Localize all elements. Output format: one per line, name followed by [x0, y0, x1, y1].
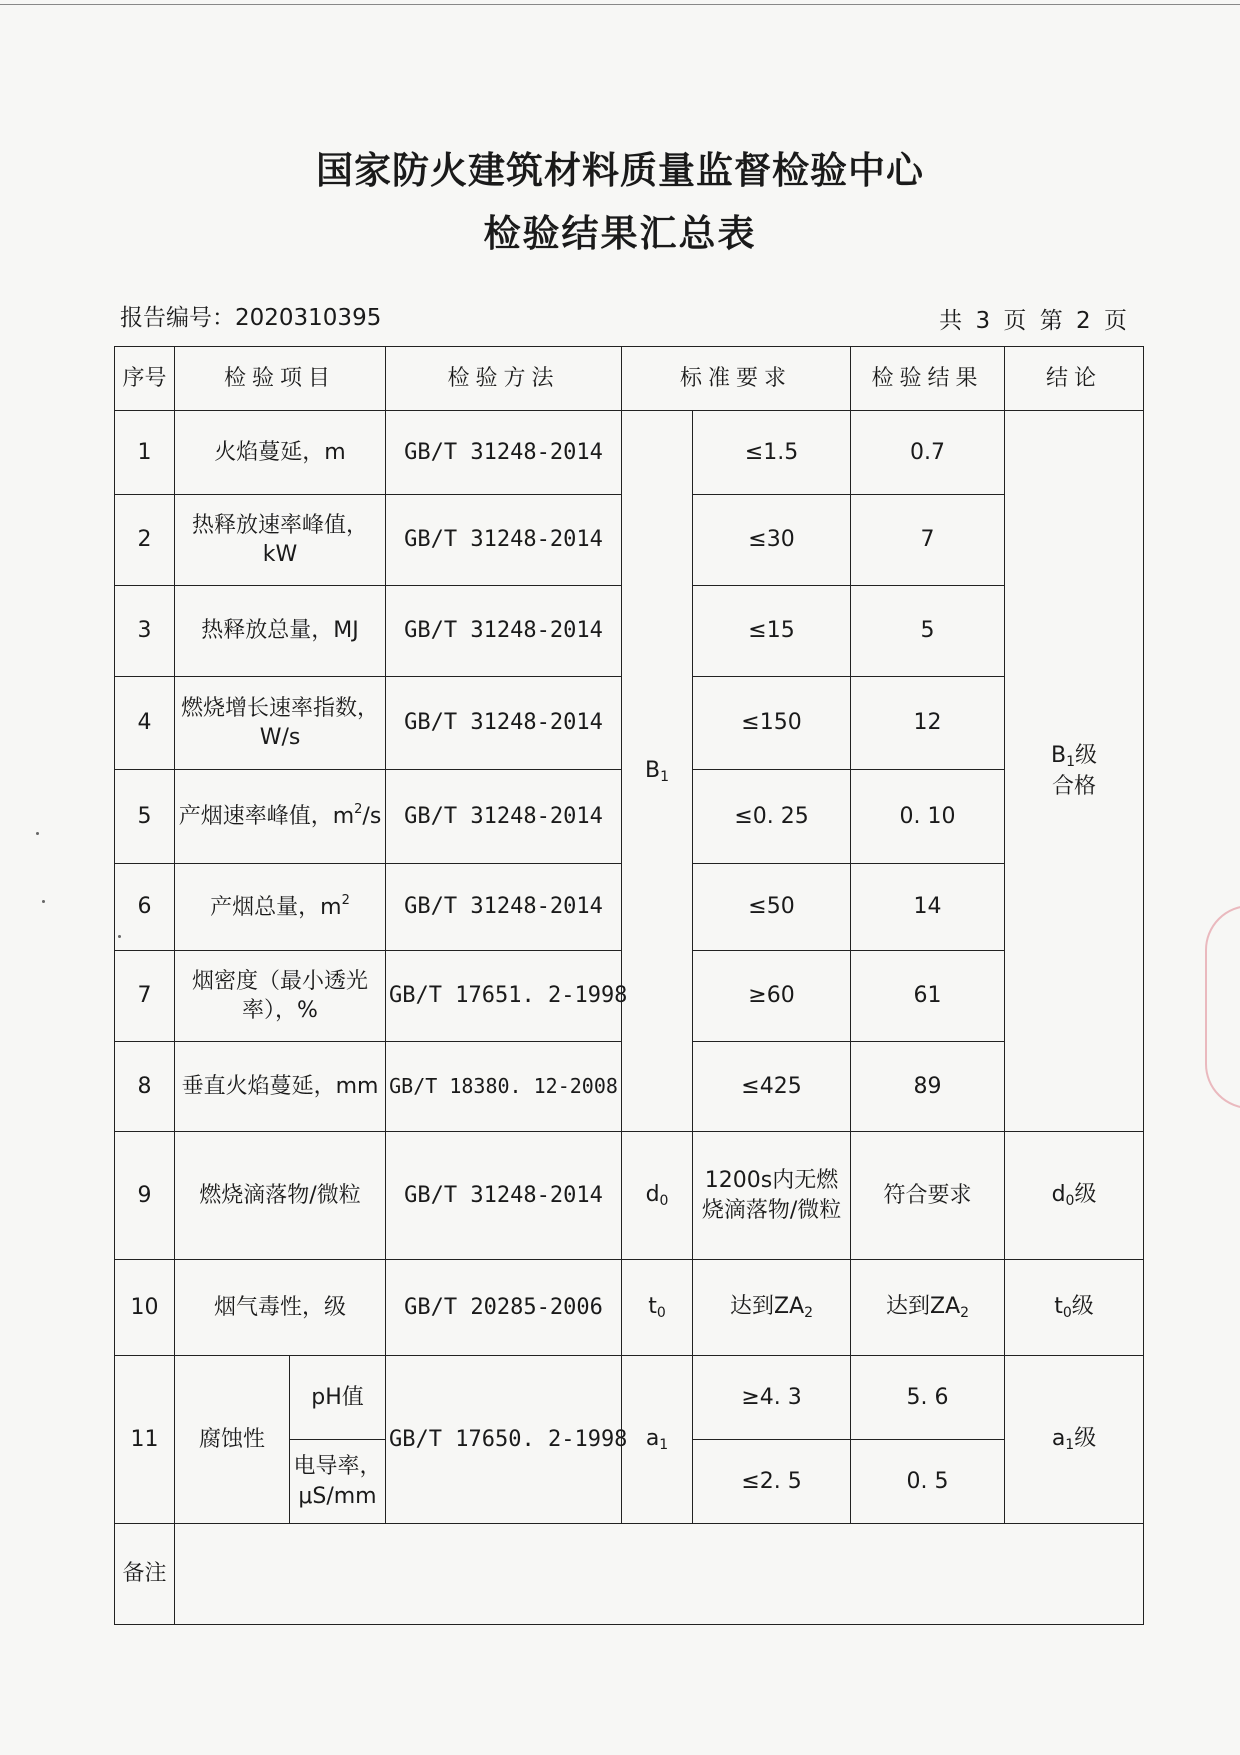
- subitem-result: 5. 6: [851, 1356, 1005, 1440]
- row-seq: 7: [115, 951, 175, 1042]
- row-seq: 6: [115, 864, 175, 951]
- row-method: GB/T 31248-2014: [386, 864, 622, 951]
- remarks-label: 备注: [115, 1524, 175, 1625]
- row-method: GB/T 17650. 2-1998: [386, 1356, 622, 1524]
- row-grade: [622, 1260, 693, 1356]
- row-result: 89: [851, 1042, 1005, 1132]
- row-method: GB/T 31248-2014: [386, 677, 622, 770]
- header-row: [115, 347, 1144, 411]
- row-item: 燃烧滴落物/微粒: [175, 1132, 386, 1260]
- b1-grade-sub: 1: [660, 768, 670, 785]
- row-method: GB/T 31248-2014: [386, 411, 622, 495]
- b1-conclusion-tail: 级: [1075, 743, 1098, 769]
- subitem-name: 电导率，μS/mm: [290, 1440, 386, 1524]
- row-grade-sub: 0: [656, 1305, 666, 1322]
- row-grade-sub: 0: [659, 1193, 669, 1210]
- results-table: [114, 346, 1144, 1625]
- row-item-text: 产烟总量，m: [210, 894, 342, 920]
- row-item: [175, 864, 386, 951]
- row-seq: 3: [115, 586, 175, 677]
- row-item: 烟气毒性，级: [175, 1260, 386, 1356]
- row-method: GB/T 20285-2006: [386, 1260, 622, 1356]
- row-result-text: 达到ZA: [886, 1294, 961, 1320]
- b1-conclusion-pass: 合格: [1052, 773, 1097, 799]
- row-seq: 11: [115, 1356, 175, 1524]
- scan-speck: [42, 900, 45, 903]
- table-row: [115, 1132, 1144, 1260]
- row-item: 烟密度（最小透光率），%: [175, 951, 386, 1042]
- row-result: 61: [851, 951, 1005, 1042]
- b1-conclusion: B: [1051, 743, 1067, 769]
- b1-conclusion-cell: [1005, 411, 1144, 1132]
- row-method: GB/T 31248-2014: [386, 1132, 622, 1260]
- b1-grade: B: [645, 757, 661, 783]
- row-conclusion-tail: 级: [1074, 1182, 1097, 1208]
- row-method: GB/T 18380. 12-2008: [386, 1042, 622, 1132]
- row-requirement: ≤15: [693, 586, 851, 677]
- row-result: 0. 10: [851, 770, 1005, 864]
- row-seq: 1: [115, 411, 175, 495]
- row-conclusion: [1005, 1132, 1144, 1260]
- row-seq: 9: [115, 1132, 175, 1260]
- row-requirement: ≤0. 25: [693, 770, 851, 864]
- row-requirement: ≤30: [693, 495, 851, 586]
- subitem-result: 0. 5: [851, 1440, 1005, 1524]
- row-result: 12: [851, 677, 1005, 770]
- scan-speck: [36, 832, 39, 835]
- row-result: [851, 1260, 1005, 1356]
- table-row: [115, 1260, 1144, 1356]
- subitem-name: pH值: [290, 1356, 386, 1440]
- b1-grade-cell: [622, 411, 693, 1132]
- row-result: 0.7: [851, 411, 1005, 495]
- row-conclusion: [1005, 1260, 1144, 1356]
- row-item-tail: /s: [362, 804, 382, 830]
- row-item: 燃烧增长速率指数，W/s: [175, 677, 386, 770]
- subitem-requirement: ≤2. 5: [693, 1440, 851, 1524]
- b1-conclusion-sub: 1: [1066, 754, 1076, 771]
- row-seq: 5: [115, 770, 175, 864]
- row-item: 热释放速率峰值，kW: [175, 495, 386, 586]
- row-method: GB/T 31248-2014: [386, 770, 622, 864]
- row-item: 火焰蔓延，m: [175, 411, 386, 495]
- table-row: [115, 411, 1144, 495]
- row-result: 7: [851, 495, 1005, 586]
- row-requirement: ≤1.5: [693, 411, 851, 495]
- subitem-requirement: ≥4. 3: [693, 1356, 851, 1440]
- remarks-row: [115, 1524, 1144, 1625]
- row-item: 腐蚀性: [175, 1356, 290, 1524]
- row-conclusion-text: a: [1051, 1426, 1066, 1452]
- row-conclusion-tail: 级: [1071, 1294, 1094, 1320]
- row-requirement: 1200s内无燃烧滴落物/微粒: [693, 1132, 851, 1260]
- row-grade-text: d: [645, 1182, 660, 1208]
- header-conclusion: 结论: [1005, 347, 1144, 411]
- institution-title: 国家防火建筑材料质量监督检验中心: [316, 149, 924, 192]
- header-requirement: 标准要求: [622, 347, 851, 411]
- row-result: 5: [851, 586, 1005, 677]
- header-method: 检验方法: [386, 347, 622, 411]
- row-grade-sub: 1: [659, 1437, 669, 1454]
- official-seal-fragment: [1205, 905, 1240, 1109]
- row-seq: 8: [115, 1042, 175, 1132]
- header-result: 检验结果: [851, 347, 1005, 411]
- row-conclusion-sub: 0: [1065, 1193, 1075, 1210]
- row-method: GB/T 31248-2014: [386, 586, 622, 677]
- table-row: [115, 1356, 1144, 1440]
- row-conclusion-sub: 1: [1065, 1437, 1075, 1454]
- table-title: 检验结果汇总表: [483, 212, 757, 255]
- row-requirement-text: 达到ZA: [730, 1294, 805, 1320]
- row-item: [175, 770, 386, 864]
- row-grade: [622, 1132, 693, 1260]
- remarks-value: [175, 1524, 1144, 1625]
- row-grade-text: a: [645, 1426, 660, 1452]
- row-requirement: ≥60: [693, 951, 851, 1042]
- header-item: 检验项目: [175, 347, 386, 411]
- row-result: 14: [851, 864, 1005, 951]
- row-item-text: 产烟速率峰值，m: [178, 804, 355, 830]
- row-seq: 10: [115, 1260, 175, 1356]
- row-conclusion-text: d: [1051, 1182, 1066, 1208]
- row-item: 热释放总量，MJ: [175, 586, 386, 677]
- row-requirement: ≤425: [693, 1042, 851, 1132]
- row-method: GB/T 17651. 2-1998: [386, 951, 622, 1042]
- report-number: 报告编号：2020310395: [120, 305, 382, 331]
- row-item: 垂直火焰蔓延，mm: [175, 1042, 386, 1132]
- row-grade-text: t: [648, 1294, 657, 1320]
- row-requirement: ≤150: [693, 677, 851, 770]
- row-conclusion-sub: 0: [1062, 1305, 1072, 1322]
- row-conclusion-text: t: [1054, 1294, 1063, 1320]
- row-requirement: [693, 1260, 851, 1356]
- row-result: 符合要求: [851, 1132, 1005, 1260]
- row-item-sup: 2: [354, 802, 363, 818]
- scan-edge-line: [0, 4, 1240, 5]
- row-grade: [622, 1356, 693, 1524]
- page-info: 共 3 页 第 2 页: [939, 308, 1130, 334]
- row-conclusion-tail: 级: [1074, 1426, 1097, 1452]
- header-seq: 序号: [115, 347, 175, 411]
- row-conclusion: [1005, 1356, 1144, 1524]
- row-method: GB/T 31248-2014: [386, 495, 622, 586]
- row-seq: 2: [115, 495, 175, 586]
- row-requirement: ≤50: [693, 864, 851, 951]
- row-result-sub: 2: [960, 1305, 970, 1322]
- row-seq: 4: [115, 677, 175, 770]
- scan-speck: [118, 935, 121, 938]
- row-item-sup: 2: [341, 892, 350, 908]
- row-requirement-sub: 2: [804, 1305, 814, 1322]
